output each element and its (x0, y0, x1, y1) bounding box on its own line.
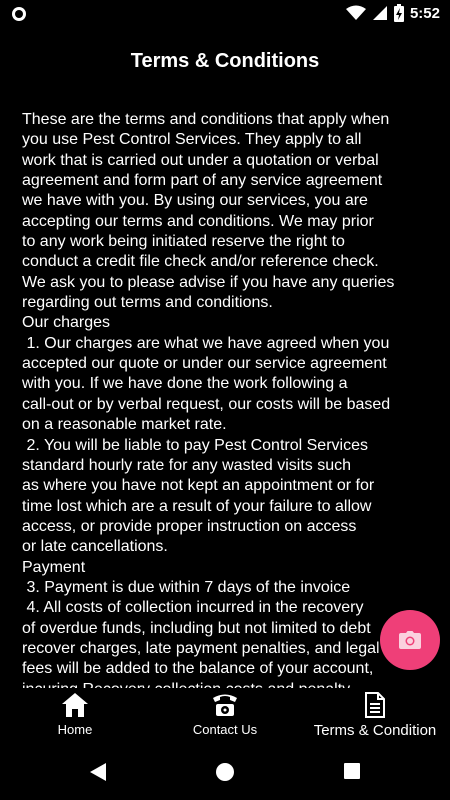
notification-icon (11, 6, 27, 22)
page-title: Terms & Conditions (130, 50, 320, 72)
battery-icon (394, 4, 404, 22)
nav-item-terms[interactable] (300, 688, 450, 748)
nav-label-contact-us: Contact Us (192, 722, 258, 737)
recents-icon[interactable] (343, 762, 361, 780)
document-icon (364, 692, 386, 718)
signal-icon (372, 5, 388, 21)
wifi-icon (346, 5, 366, 21)
nav-label-terms: Terms & Condition (313, 722, 437, 739)
camera-fab-button[interactable] (380, 610, 440, 670)
nav-label-home: Home (57, 722, 93, 737)
home-icon (61, 692, 89, 718)
nav-item-contact-us[interactable] (150, 688, 300, 748)
camera-icon (399, 631, 421, 649)
system-navigation-bar (0, 748, 450, 800)
bottom-navigation (0, 688, 450, 748)
nav-item-home[interactable] (0, 688, 150, 748)
home-circle-icon[interactable] (215, 762, 235, 782)
terms-text[interactable]: These are the terms and conditions that apply when you use Pest Control Services. They apply to all work that is carried out under a quotation or verbal agreement and form part of any service agreement we have with you. By using our services, you are accepting our terms and conditions. We may prior to any work being initiated reserve the right to conduct a credit file check and/or reference check. We ask you to please advise if you have any queries regarding out terms and conditions. Our charges 1. Our charges are what we have agreed when you accepted our quote or under our service agreement with you. If we have done the work following a call-out or by verbal request, our costs will be based on a reasonable market rate. 2. You will be liable to pay Pest Control Services standard hourly rate for any wasted visits such as where you have not kept an appointment or for time lost which are a result of your failure to allow access, or provide proper instruction on access or late cancellations. Payment 3. Payment is due within 7 days of the invoice 4. All costs of collection incurred in the recovery of overdue funds, including but not limited to debt recover charges, late payment penalties, and legal fees will be added to the balance of your account, (22, 111, 395, 678)
back-icon[interactable] (89, 762, 107, 782)
phone-icon (210, 692, 240, 718)
status-bar (0, 0, 450, 28)
status-time: 5:52 (409, 4, 440, 22)
